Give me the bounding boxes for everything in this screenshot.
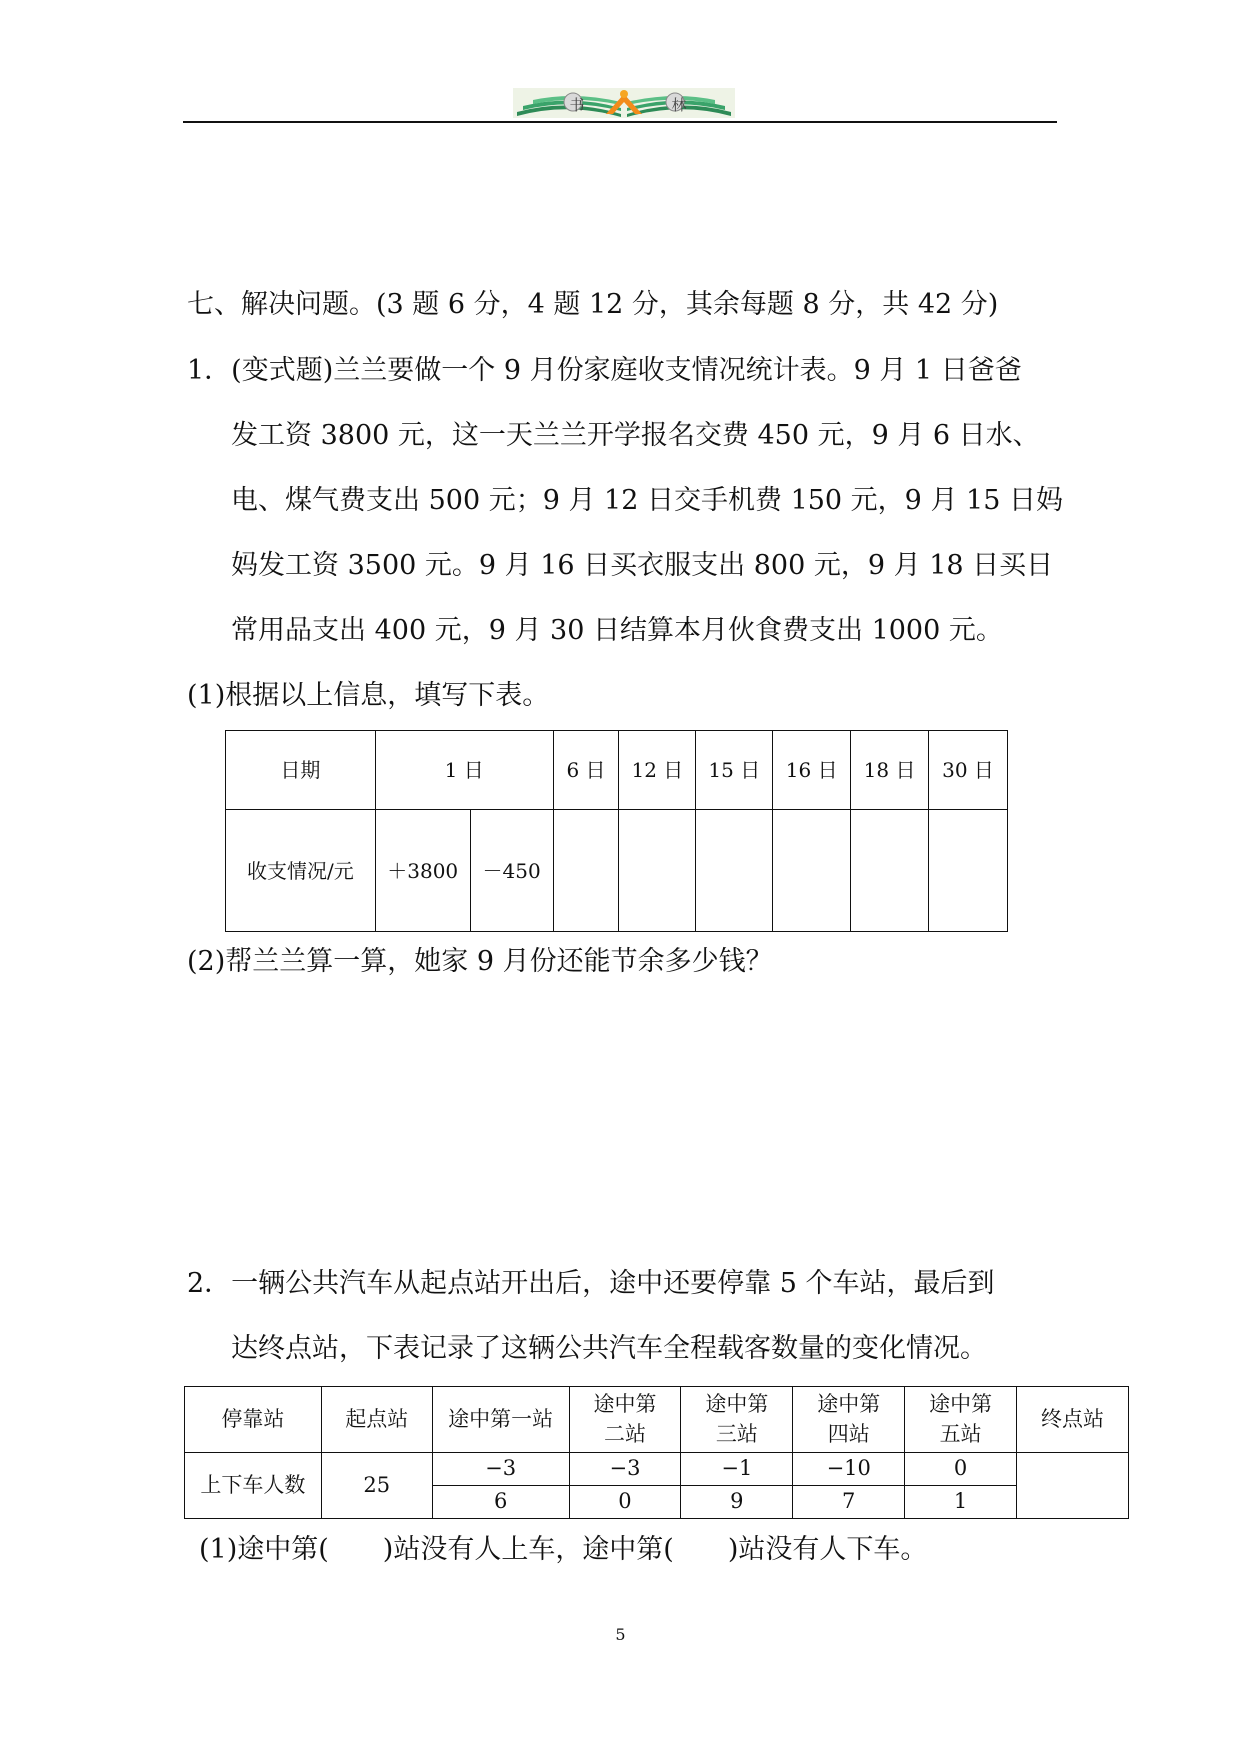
q2-line-2: 达终点站，下表记录了这辆公共汽车全程载客数量的变化情况。 bbox=[231, 1333, 987, 1364]
q2-table-header-cell: 停靠站 bbox=[185, 1387, 322, 1453]
q1-table-answer-cell[interactable] bbox=[851, 810, 929, 932]
q2-table-header-cell: 起点站 bbox=[321, 1387, 432, 1453]
q2-table-on-cell: 1 bbox=[905, 1486, 1017, 1519]
q1-line-3: 电、煤气费支出 500 元；9 月 12 日交手机费 150 元，9 月 15 日妈 bbox=[231, 485, 1063, 516]
q2-table-on-cell: 9 bbox=[681, 1486, 793, 1519]
q1-table-date-cell: 18 日 bbox=[851, 731, 929, 810]
q2-table bbox=[184, 1386, 1129, 1519]
section-heading: 七、解决问题。(3 题 6 分，4 题 12 分，其余每题 8 分，共 42 分) bbox=[187, 289, 999, 320]
q1-table-date-header: 日期 bbox=[226, 731, 376, 810]
q2-table-header-cell: 途中第 二站 bbox=[569, 1387, 681, 1453]
q2-table-header-cell: 途中第 五站 bbox=[905, 1387, 1017, 1453]
q2-table-header-cell: 途中第一站 bbox=[432, 1387, 569, 1453]
q1-table-date-cell: 6 日 bbox=[553, 731, 619, 810]
q1-line-2: 发工资 3800 元，这一天兰兰开学报名交费 450 元，9 月 6 日水、 bbox=[231, 420, 1040, 451]
q2-table-header-cell: 终点站 bbox=[1017, 1387, 1129, 1453]
q2-table-off-cell: −3 bbox=[432, 1453, 569, 1486]
q2-table-header-cell: 途中第 三站 bbox=[681, 1387, 793, 1453]
q1-table-date-cell: 12 日 bbox=[619, 731, 696, 810]
q2-table-off-row bbox=[185, 1453, 1129, 1486]
q1-table-answer-cell[interactable] bbox=[696, 810, 773, 932]
q2-table-header-row bbox=[185, 1387, 1129, 1453]
q1-table-date-cell: 30 日 bbox=[929, 731, 1008, 810]
q2-table-off-cell: −1 bbox=[681, 1453, 793, 1486]
q1-line-1: 1．(变式题)兰兰要做一个 9 月份家庭收支情况统计表。9 月 1 日爸爸 bbox=[187, 355, 1022, 386]
q1-table-date-cell: 1 日 bbox=[375, 731, 553, 810]
q2-table-on-cell: 6 bbox=[432, 1486, 569, 1519]
q2-line-1: 2．一辆公共汽车从起点站开出后，途中还要停靠 5 个车站，最后到 bbox=[187, 1268, 995, 1299]
logo-char-right: 林 bbox=[671, 96, 687, 114]
q1-table-date-cell: 15 日 bbox=[696, 731, 773, 810]
q1-table-date-row bbox=[226, 731, 1008, 810]
q1-part1: (1)根据以上信息，填写下表。 bbox=[187, 680, 550, 711]
q1-table bbox=[225, 730, 1008, 932]
q1-table-amount-cell: ＋3800 bbox=[375, 810, 470, 932]
q1-line-4: 妈发工资 3500 元。9 月 16 日买衣服支出 800 元，9 月 18 日买日 bbox=[231, 550, 1054, 581]
q2-table-off-cell: −3 bbox=[569, 1453, 681, 1486]
q1-table-answer-cell[interactable] bbox=[773, 810, 851, 932]
book-logo-icon bbox=[513, 88, 735, 118]
logo-char-left: 书 bbox=[569, 96, 585, 114]
header-rule bbox=[183, 121, 1057, 123]
q2-table-start-value: 25 bbox=[321, 1453, 432, 1519]
q1-table-date-cell: 16 日 bbox=[773, 731, 851, 810]
q1-table-answer-cell[interactable] bbox=[619, 810, 696, 932]
q2-table-on-cell: 7 bbox=[793, 1486, 905, 1519]
q1-line-5: 常用品支出 400 元，9 月 30 日结算本月伙食费支出 1000 元。 bbox=[231, 615, 1003, 646]
q2-table-end-value[interactable] bbox=[1017, 1453, 1129, 1519]
page-number: 5 bbox=[615, 1625, 626, 1644]
q2-table-off-cell: −10 bbox=[793, 1453, 905, 1486]
q1-table-answer-cell[interactable] bbox=[553, 810, 619, 932]
q2-table-header-cell: 途中第 四站 bbox=[793, 1387, 905, 1453]
q1-table-answer-cell[interactable] bbox=[929, 810, 1008, 932]
q2-part1: (1)途中第( )站没有人上车，途中第( )站没有人下车。 bbox=[199, 1534, 928, 1565]
q1-part2: (2)帮兰兰算一算，她家 9 月份还能节余多少钱？ bbox=[187, 946, 773, 977]
q2-table-on-cell: 0 bbox=[569, 1486, 681, 1519]
q1-table-amount-cell: －450 bbox=[470, 810, 553, 932]
q1-table-amount-row bbox=[226, 810, 1008, 932]
q2-table-row-label: 上下车人数 bbox=[185, 1453, 322, 1519]
q2-table-off-cell: 0 bbox=[905, 1453, 1017, 1486]
q1-table-amount-header: 收支情况/元 bbox=[226, 810, 376, 932]
